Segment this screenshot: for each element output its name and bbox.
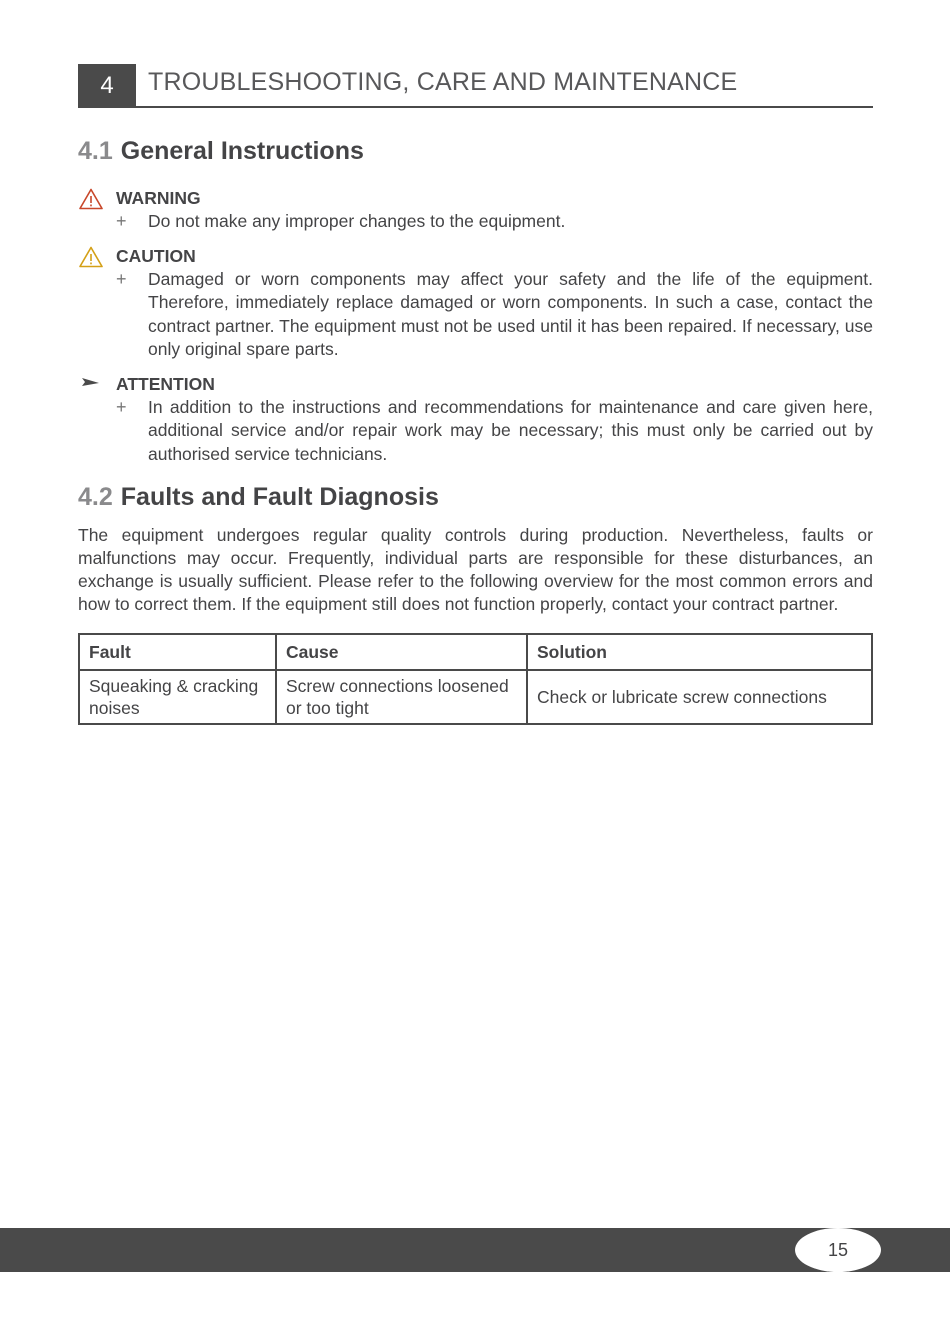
fault-table — [78, 633, 873, 725]
warning-text: Do not make any improper changes to the equipment. — [148, 211, 566, 231]
column-header-solution: Solution — [527, 634, 872, 670]
warning-heading: WARNING — [116, 188, 201, 208]
cause-cell: Screw connections loosened or too tight — [276, 670, 527, 724]
attention-heading: ATTENTION — [116, 374, 215, 394]
page-number: 15 — [795, 1228, 881, 1272]
caution-triangle-icon — [79, 246, 103, 268]
solution-cell: Check or lubricate screw connections — [527, 670, 872, 724]
attention-text: In addition to the instructions and recommendations for maintenance and care given here, additional service and/or repair work may be necessary; this must only be carried out by authorised service technicians. — [148, 397, 873, 464]
chapter-title: TROUBLESHOOTING, CARE AND MAINTENANCE — [148, 68, 738, 96]
warning-triangle-icon — [79, 188, 103, 210]
section-title: General Instructions — [120, 137, 364, 165]
bullet-plus: + — [116, 269, 127, 289]
bullet-plus: + — [116, 211, 127, 231]
section-heading-general-instructions — [78, 137, 364, 166]
fault-cell: Squeaking & cracking noises — [79, 670, 276, 724]
caution-text: Damaged or worn components may affect your safety and the life of the equipment. Therefore, immediately replace damaged or worn components. In such a case, contact the contract partner. The equipment must not be used until it has been repaired. If necessary, use only original spare parts. — [148, 269, 873, 359]
section-number: 4.2 — [78, 483, 113, 511]
chapter-number: 4 — [78, 64, 136, 107]
pointer-arrow-icon — [79, 374, 103, 396]
column-header-fault: Fault — [79, 634, 276, 670]
caution-heading: CAUTION — [116, 246, 196, 266]
chapter-header — [78, 64, 873, 108]
table-header-row — [79, 634, 872, 670]
faults-intro-paragraph: The equipment undergoes regular quality controls during production. Nevertheless, faults or malfunctions may occur. Frequently, individual parts are responsible for these disturbances, an exchange is usually sufficient. Please refer to the following overview for the most common errors and how to correct them. If the equipment still does not function properly, contact your contract partner. — [78, 525, 873, 614]
section-title: Faults and Fault Diagnosis — [120, 483, 439, 511]
section-heading-faults — [78, 483, 439, 512]
table-row — [79, 670, 872, 724]
column-header-cause: Cause — [276, 634, 527, 670]
bullet-plus: + — [116, 397, 127, 417]
section-number: 4.1 — [78, 137, 113, 165]
